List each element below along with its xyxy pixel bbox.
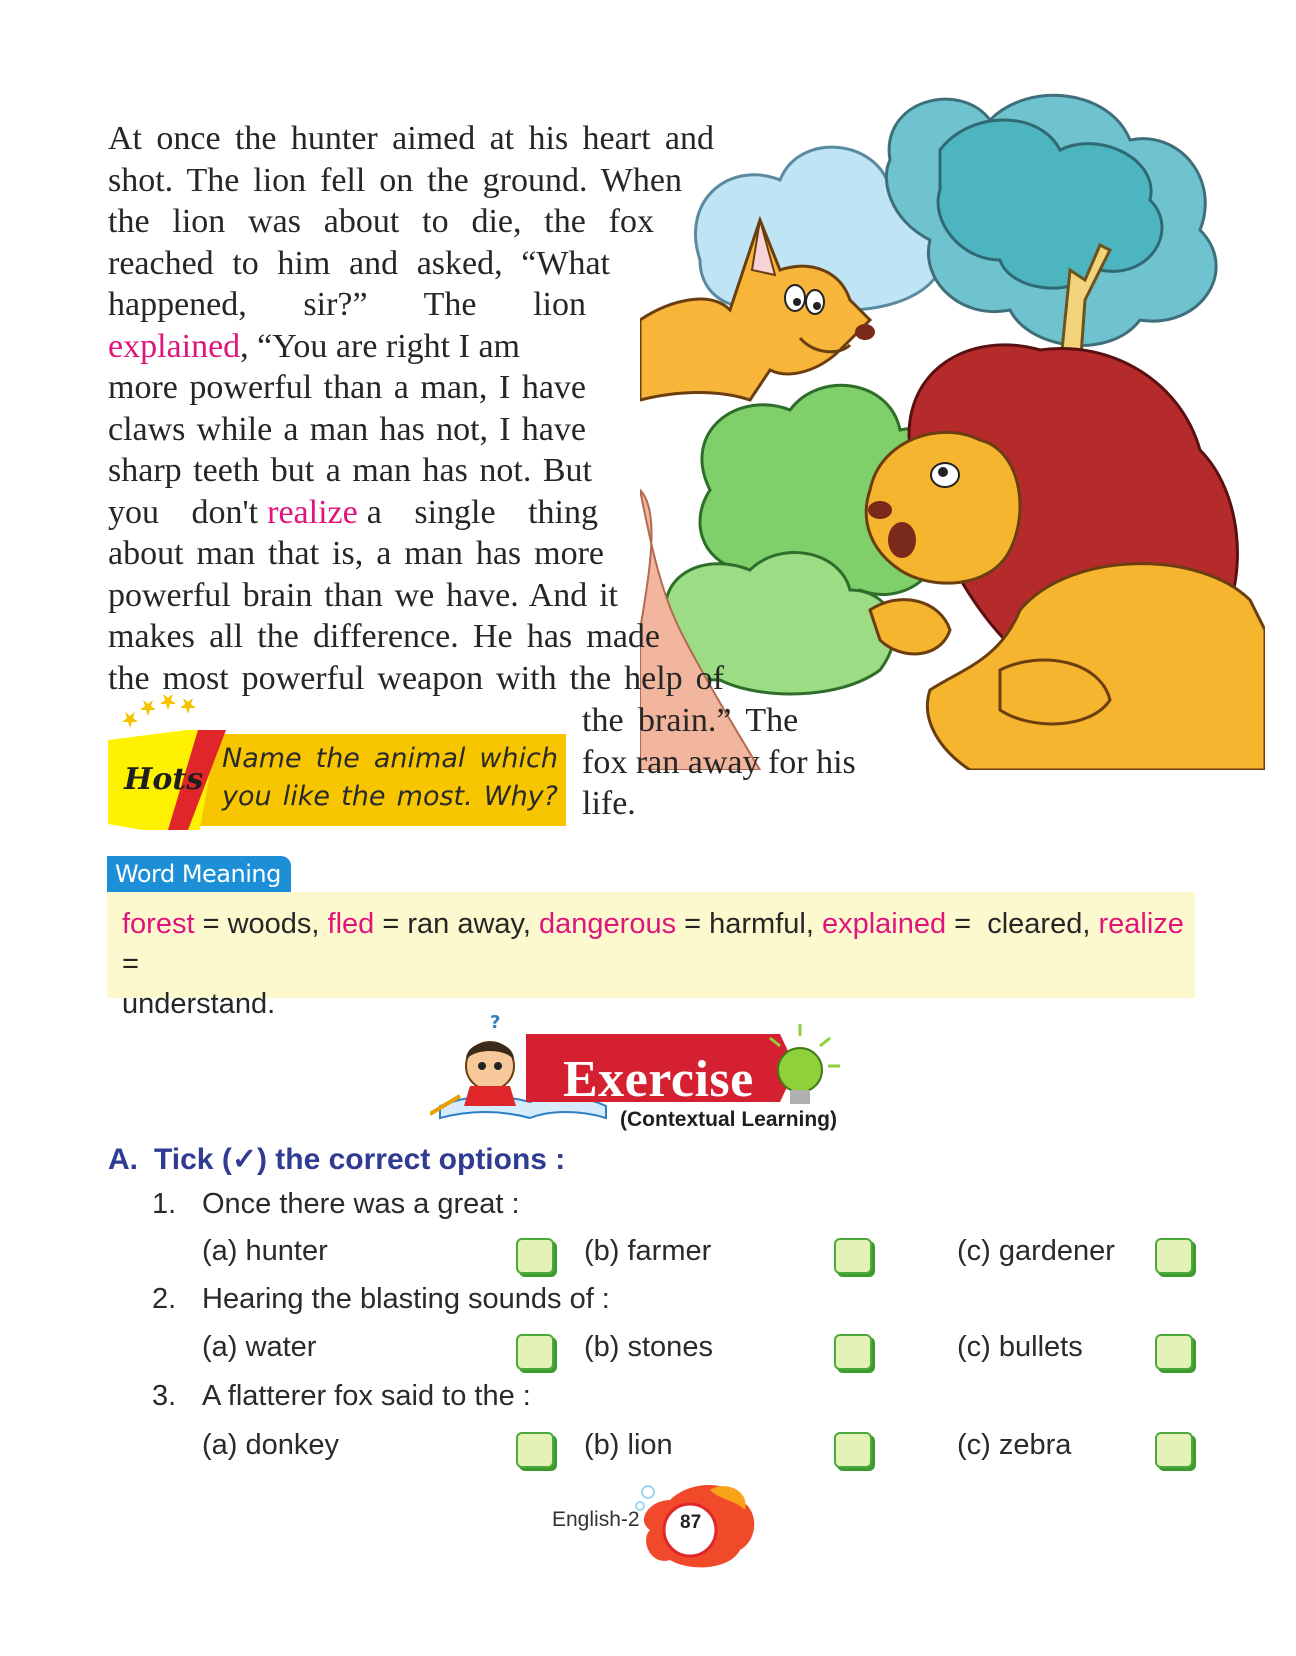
vocab-word: realize [1098,908,1184,940]
vocab-meaning: = ran away, [382,908,531,940]
svg-text:?: ? [490,1012,501,1033]
tick-box[interactable] [516,1334,554,1370]
vocab-word: fled [327,908,375,940]
story-word: a single thing [366,493,598,531]
highlight-realize: realize [267,493,358,531]
hots-line: Name the animal which [222,743,558,774]
hots-label: Hots [124,762,204,797]
vocab-meaning: = harmful, [684,908,814,940]
option-a: (a) hunter [202,1235,328,1267]
option-b: (b) lion [584,1429,673,1461]
story-line: fox ran away for his [582,743,856,781]
option-c: (c) gardener [957,1235,1115,1267]
question [152,1283,610,1316]
option-a: (a) donkey [202,1429,340,1461]
story-line: At once the hunter aimed at his heart and [108,120,714,157]
question-number: 3. [152,1380,177,1412]
option-c: (c) zebra [957,1429,1072,1461]
tick-box[interactable] [1155,1432,1193,1468]
section-heading [108,1142,565,1177]
option-b: (b) farmer [584,1235,712,1267]
story-tail [582,700,856,825]
story-line: the brain.” The [582,702,799,739]
story-line: the most powerful weapon with the help of [108,659,724,697]
section-label: A. [108,1143,138,1176]
hots-line: you like the most. Why? [222,781,558,812]
tick-box[interactable] [1155,1238,1193,1274]
option-b: (b) stones [584,1331,713,1363]
vocab-meaning: = woods, [202,908,320,940]
story-line: reached to him and asked, “What [108,244,610,282]
vocab-word: dangerous [539,908,677,940]
page-number: 87 [680,1512,702,1533]
vocab-word: explained [821,908,947,940]
question-text: Once there was a great : [202,1188,520,1220]
tick-box[interactable] [834,1334,872,1370]
story-line-rest: , “You are right I am [240,327,520,365]
story-line: happened, sir?” The lion [108,286,586,323]
vocab-meaning: = [122,948,139,980]
vocab-word: forest [122,908,195,940]
highlight-explained: explained [108,327,241,365]
question [152,1380,531,1413]
story-line: more powerful than a man, I have [108,369,586,406]
exercise-subtitle: (Contextual Learning) [620,1108,838,1131]
story-line: about man that is, a man has more [108,535,604,572]
vocab-meaning: understand. [122,988,276,1020]
tick-box[interactable] [834,1432,872,1468]
option-c: (c) bullets [957,1331,1083,1363]
tick-box[interactable] [1155,1334,1193,1370]
question [152,1188,520,1221]
question-number: 1. [152,1188,177,1220]
vocab-meaning: = cleared, [954,908,1091,940]
book-label: English-2 [552,1508,640,1531]
tick-box[interactable] [516,1238,554,1274]
word-meaning-tab: Word Meaning [107,856,291,893]
story-line [108,326,586,368]
story-line: makes all the difference. He has made [108,618,660,655]
story-line: powerful brain than we have. And it [108,576,618,614]
story-line: life. [582,785,636,822]
exercise-title: Exercise [563,1051,754,1108]
tick-box[interactable] [516,1432,554,1468]
stars-icon [120,694,210,734]
section-instruction: Tick (✓) the correct options : [154,1143,566,1176]
story-word: you don't [108,493,259,531]
hots-question [222,740,558,816]
option-a: (a) water [202,1331,317,1363]
question-number: 2. [152,1283,177,1315]
question-text: A flatterer fox said to the : [202,1380,531,1412]
tick-box[interactable] [834,1238,872,1274]
story-line: claws while a man has not, I have [108,410,586,448]
story-line: shot. The lion fell on the ground. When [108,161,682,199]
story-line: sharp teeth but a man has not. But [108,452,592,489]
question-text: Hearing the blasting sounds of : [202,1283,610,1315]
story-line [108,492,598,534]
story-text [108,118,768,699]
story-line: the lion was about to die, the fox [108,203,654,240]
